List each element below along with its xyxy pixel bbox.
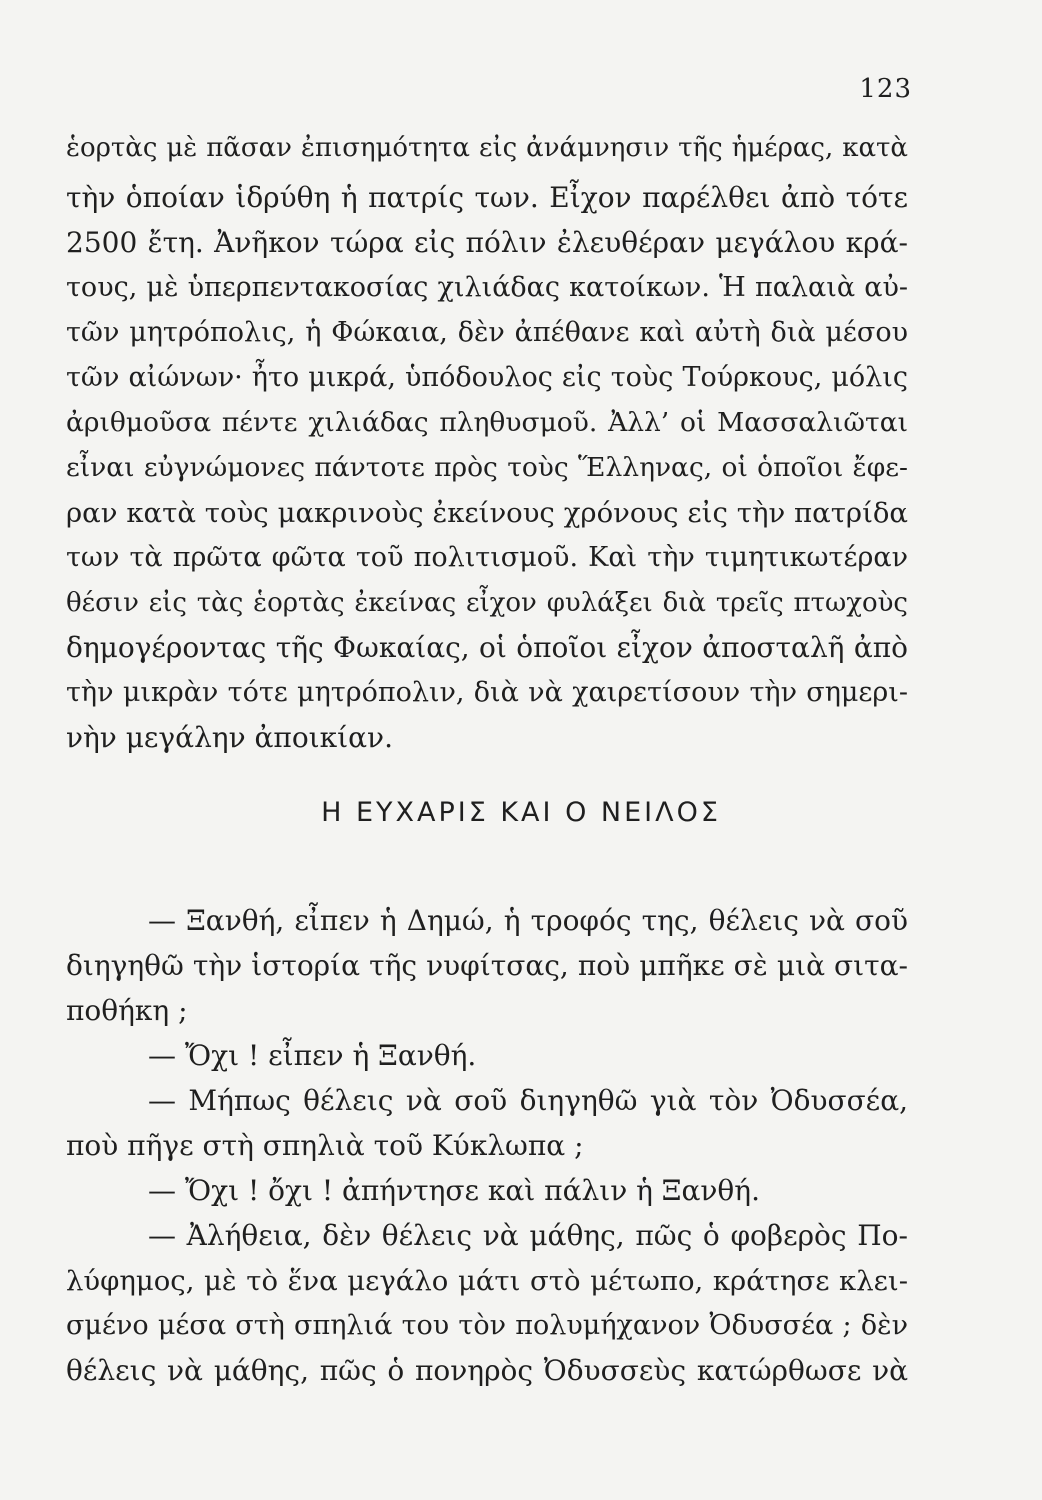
text-line: τὴν μικρὰν τότε μητρόπολιν, διὰ νὰ χαιρετίσουν τὴν σημερι-: [66, 677, 908, 708]
text-line: δημογέροντας τῆς Φωκαίας, οἱ ὁποῖοι εἶχον ἀποσταλῆ ἀπὸ: [66, 631, 908, 664]
text-line: — Ἀλήθεια, δὲν θέλεις νὰ μάθης, πῶς ὁ φοβερὸς Πο-: [148, 1219, 908, 1252]
text-line: ἑορτὰς μὲ πᾶσαν ἐπισημότητα εἰς ἀνάμνησιν τῆς ἡμέρας, κατὰ: [66, 133, 908, 163]
text-line: τῶν μητρόπολις, ἡ Φώκαια, δὲν ἀπέθανε καὶ αὐτὴ διὰ μέσου: [66, 317, 908, 348]
text-line: — Ὄχι ! εἶπεν ἡ Ξανθή.: [148, 1039, 477, 1072]
text-line: ποθήκη ;: [66, 994, 188, 1027]
text-line: διηγηθῶ τὴν ἱστορία τῆς νυφίτσας, ποὺ μπῆκε σὲ μιὰ σιτα-: [66, 949, 908, 982]
text-line: νὴν μεγάλην ἀποικίαν.: [66, 721, 393, 754]
text-line: θέσιν εἰς τὰς ἑορτὰς ἐκείνας εἶχον φυλάξει διὰ τρεῖς πτωχοὺς: [66, 588, 908, 618]
text-line: τὴν ὁποίαν ἱδρύθη ἡ πατρίς των. Εἶχον παρέλθει ἀπὸ τότε: [66, 181, 908, 214]
text-line: — Ὄχι ! ὄχι ! ἀπήντησε καὶ πάλιν ἡ Ξανθή.: [148, 1174, 760, 1207]
text-line: ἀριθμοῦσα πέντε χιλιάδας πληθυσμοῦ. Ἀλλ’ οἱ Μασσαλιῶται: [66, 407, 908, 438]
text-line: τῶν αἰώνων· ἦτο μικρά, ὑπόδουλος εἰς τοὺς Τούρκους, μόλις: [66, 362, 908, 393]
text-line: ραν κατὰ τοὺς μακρινοὺς ἐκείνους χρόνους εἰς τὴν πατρίδα: [66, 497, 908, 529]
text-line: — Ξανθή, εἶπεν ἡ Δημώ, ἡ τροφός της, θέλεις νὰ σοῦ: [148, 904, 908, 937]
text-line: — Μήπως θέλεις νὰ σοῦ διηγηθῶ γιὰ τὸν Ὀδυσσέα,: [148, 1084, 908, 1117]
text-line: θέλεις νὰ μάθης, πῶς ὁ πονηρὸς Ὀδυσσεὺς κατώρθωσε νὰ: [66, 1354, 908, 1387]
page-number: 123: [859, 74, 912, 104]
text-line: λύφημος, μὲ τὸ ἕνα μεγάλο μάτι στὸ μέτωπο, κράτησε κλει-: [66, 1265, 908, 1297]
section-heading: Η ΕΥΧΑΡΙΣ ΚΑΙ Ο ΝΕΙΛΟΣ: [321, 797, 721, 828]
text-line: σμένο μέσα στὴ σπηλιά του τὸν πολυμήχανον Ὀδυσσέα ; δὲν: [66, 1310, 908, 1341]
text-line: τους, μὲ ὑπερπεντακοσίας χιλιάδας κατοίκων. Ἡ παλαιὰ αὐ-: [66, 272, 908, 303]
text-line: 2500 ἔτη. Ἀνῆκον τώρα εἰς πόλιν ἐλευθέραν μεγάλου κρά-: [66, 226, 908, 259]
text-line: εἶναι εὐγνώμονες πάντοτε πρὸς τοὺς Ἕλληνας, οἱ ὁποῖοι ἔφε-: [66, 452, 908, 483]
text-line: ποὺ πῆγε στὴ σπηλιὰ τοῦ Κύκλωπα ;: [66, 1129, 584, 1162]
text-line: των τὰ πρῶτα φῶτα τοῦ πολιτισμοῦ. Καὶ τὴν τιμητικωτέραν: [66, 542, 908, 573]
